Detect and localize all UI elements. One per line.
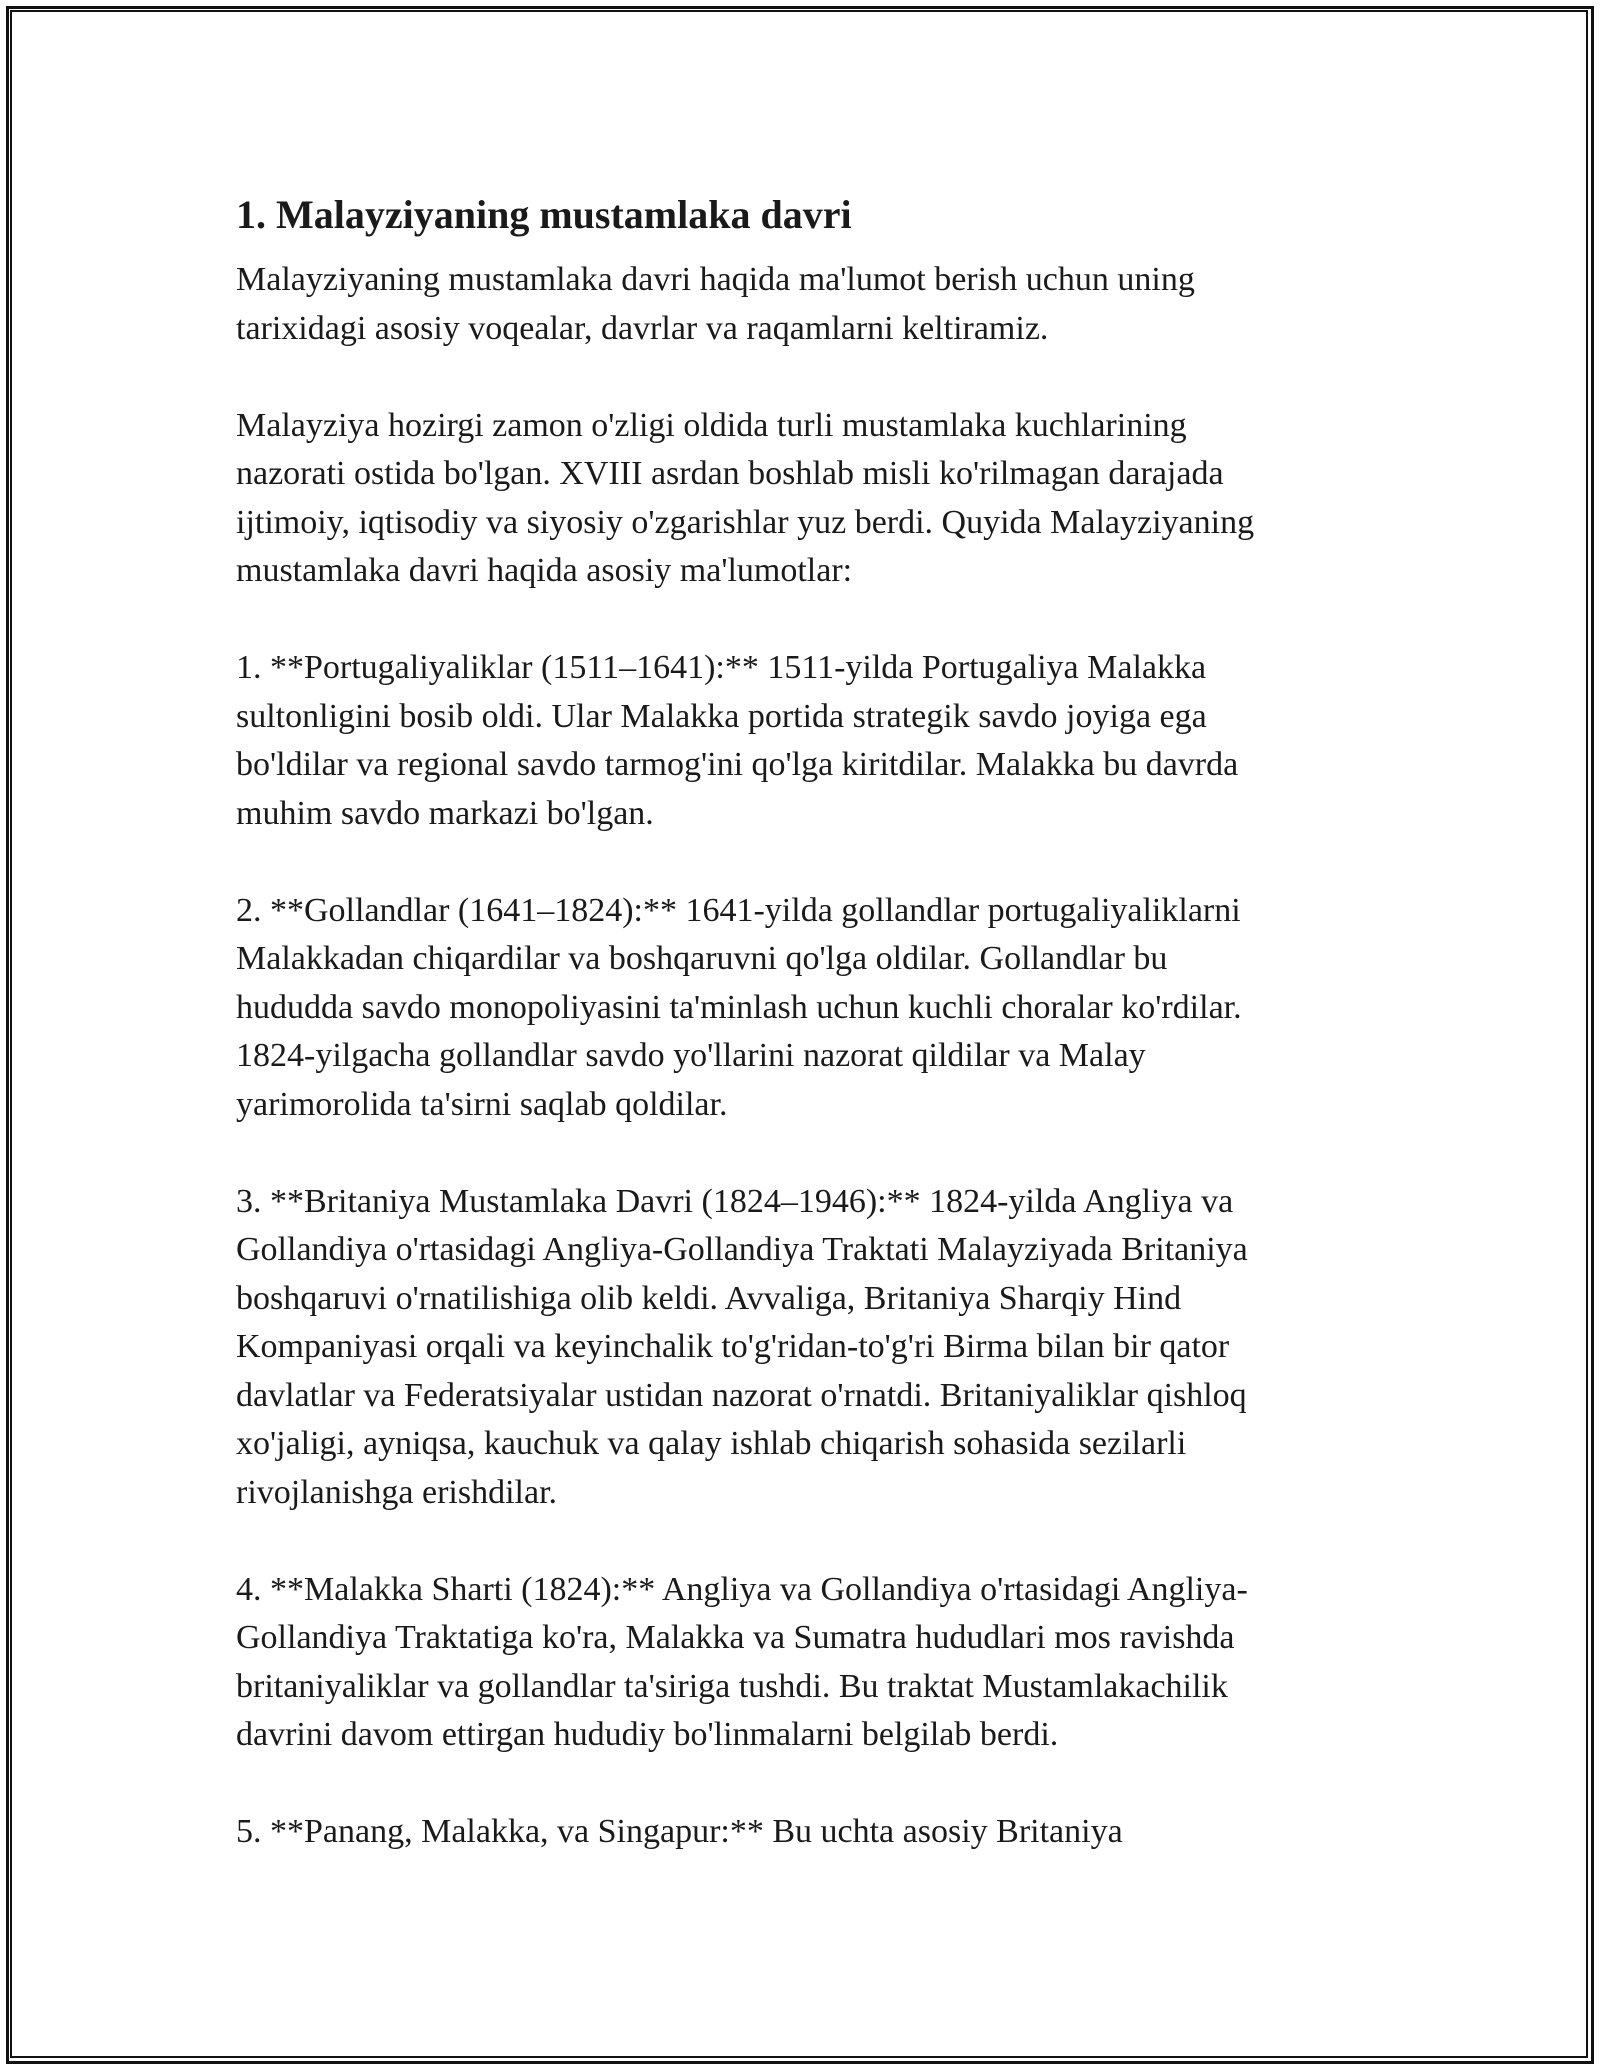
document-page — [236, 190, 1366, 1857]
page-title: 1. Malayziyaning mustamlaka davri — [236, 192, 852, 237]
list-item-britaniya: 3. **Britaniya Mustamlaka Davri (1824–1946):** 1824-yilda Angliya va Gollandiya o'rtasidagi Angliya-Gollandiya Traktati Malayziyada Britaniya boshqaruvi o'rnatilishiga olib keldi. Avvaliga, Britaniya Sharqiy Hind Kompaniyasi orqali va keyinchalik to'g'ridan-to'g'ri Birma bilan bir qator davlatlar va Federatsiyalar ustidan nazorat o'rnatdi. Britaniyaliklar qishloq xo'jaligi, ayniqsa, kauchuk va qalay ishlab chiqarish sohasida sezilarli rivojlanishga erishdilar. — [236, 1182, 1248, 1511]
list-item-gollandlar: 2. **Gollandlar (1641–1824):** 1641-yilda gollandlar portugaliyaliklarni Malakkadan chiqardilar va boshqaruvni qo'lga oldilar. Gollandlar bu hududda savdo monopoliyasini ta'minlash uchun kuchli choralar ko'rdilar. 1824-yilgacha gollandlar savdo yo'llarini nazorat qildilar va Malay yarimorolida ta'sirni saqlab qoldilar. — [236, 891, 1242, 1123]
list-item-panang: 5. **Panang, Malakka, va Singapur:** Bu uchta asosiy Britaniya — [236, 1813, 1123, 1850]
list-item-portugaliyaliklar: 1. **Portugaliyaliklar (1511–1641):** 1511-yilda Portugaliya Malakka sultonligini bosib oldi. Ular Malakka portida strategik savdo joyiga ega bo'ldilar va regional savdo tarmog'ini qo'lga kiritdilar. Malakka bu davrda muhim savdo markazi bo'lgan. — [236, 649, 1239, 832]
paragraph-intro: Malayziyaning mustamlaka davri haqida ma'lumot berish uchun uning tarixidagi asosiy voqealar, davrlar va raqamlarni keltiramiz. — [236, 261, 1195, 347]
list-item-malakka-sharti: 4. **Malakka Sharti (1824):** Angliya va Gollandiya o'rtasidagi Angliya- Gollandiya Traktatiga ko'ra, Malakka va Sumatra hududlari mos ravishda britaniyaliklar va gollandlar ta'siriga tushdi. Bu traktat Mustamlakachilik davrini davom ettirgan hududiy bo'linmalarni belgilab berdi. — [236, 1570, 1248, 1753]
paragraph-overview: Malayziya hozirgi zamon o'zligi oldida turli mustamlaka kuchlarining nazorati ostida bo'lgan. XVIII asrdan boshlab misli ko'rilmagan darajada ijtimoiy, iqtisodiy va siyosiy o'zgarishlar yuz berdi. Quyida Malayziyaning mustamlaka davri haqida asosiy ma'lumotlar: — [236, 406, 1255, 589]
